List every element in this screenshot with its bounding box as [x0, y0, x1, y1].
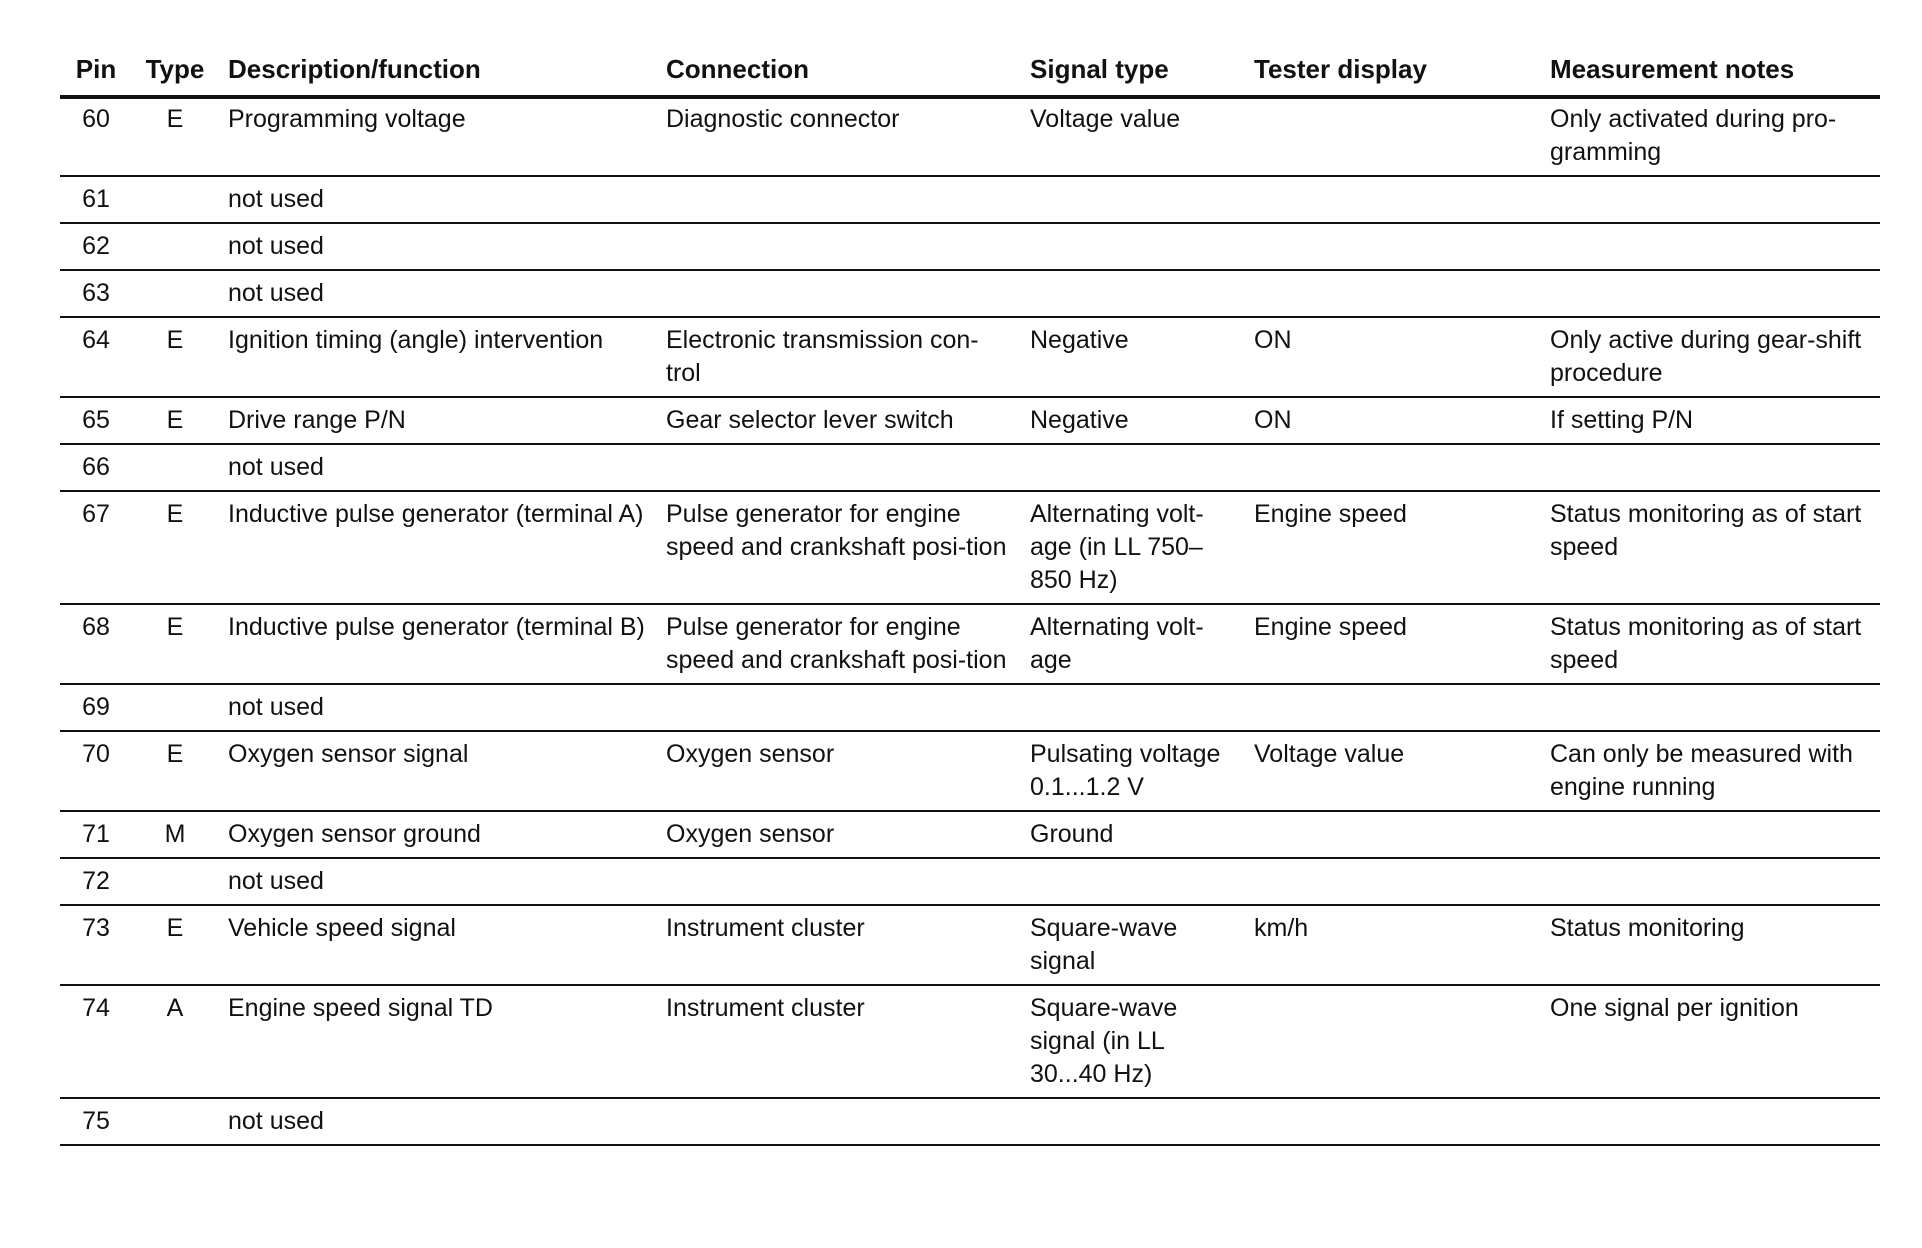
cell-description: Oxygen sensor ground [218, 811, 656, 858]
table-row [60, 1098, 1880, 1145]
table-row [60, 444, 1880, 491]
header-pin: Pin [60, 48, 132, 97]
cell-description: Engine speed signal TD [218, 985, 656, 1098]
cell-tester-display [1244, 176, 1540, 223]
cell-signal-type [1020, 684, 1244, 731]
cell-type [132, 684, 218, 731]
cell-pin: 73 [60, 905, 132, 985]
cell-description: Vehicle speed signal [218, 905, 656, 985]
cell-notes [1540, 444, 1880, 491]
cell-notes: Can only be measured with engine running [1540, 731, 1880, 811]
cell-description: Inductive pulse generator (terminal B) [218, 604, 656, 684]
cell-pin: 69 [60, 684, 132, 731]
cell-connection [656, 858, 1020, 905]
cell-pin: 60 [60, 97, 132, 176]
table-row [60, 858, 1880, 905]
table-row [60, 604, 1880, 684]
cell-signal-type [1020, 176, 1244, 223]
cell-pin: 61 [60, 176, 132, 223]
cell-type: E [132, 397, 218, 444]
cell-tester-display [1244, 97, 1540, 176]
cell-description: Programming voltage [218, 97, 656, 176]
header-row [60, 48, 1880, 97]
cell-pin: 64 [60, 317, 132, 397]
cell-type: E [132, 731, 218, 811]
cell-signal-type: Voltage value [1020, 97, 1244, 176]
cell-tester-display: Engine speed [1244, 604, 1540, 684]
cell-notes: One signal per ignition [1540, 985, 1880, 1098]
cell-connection: Pulse generator for engine speed and crankshaft posi-tion [656, 604, 1020, 684]
cell-connection: Instrument cluster [656, 985, 1020, 1098]
cell-pin: 70 [60, 731, 132, 811]
table-row [60, 811, 1880, 858]
cell-connection [656, 270, 1020, 317]
table-row [60, 731, 1880, 811]
cell-signal-type: Pulsating voltage 0.1...1.2 V [1020, 731, 1244, 811]
cell-connection: Oxygen sensor [656, 731, 1020, 811]
cell-connection: Diagnostic connector [656, 97, 1020, 176]
cell-notes [1540, 270, 1880, 317]
cell-signal-type: Ground [1020, 811, 1244, 858]
cell-connection: Instrument cluster [656, 905, 1020, 985]
cell-description: not used [218, 444, 656, 491]
cell-pin: 68 [60, 604, 132, 684]
header-tester-display: Tester display [1244, 48, 1540, 97]
cell-notes [1540, 811, 1880, 858]
cell-type: E [132, 317, 218, 397]
table-header [60, 48, 1880, 97]
cell-type: A [132, 985, 218, 1098]
cell-notes: Only activated during pro-gramming [1540, 97, 1880, 176]
cell-description: not used [218, 1098, 656, 1145]
cell-tester-display [1244, 223, 1540, 270]
cell-tester-display [1244, 1098, 1540, 1145]
cell-signal-type: Square-wave signal [1020, 905, 1244, 985]
pin-assignment-document [60, 48, 1880, 1146]
table-body [60, 97, 1880, 1145]
cell-pin: 75 [60, 1098, 132, 1145]
cell-type: M [132, 811, 218, 858]
cell-pin: 66 [60, 444, 132, 491]
cell-connection: Pulse generator for engine speed and crankshaft posi-tion [656, 491, 1020, 604]
cell-tester-display: Voltage value [1244, 731, 1540, 811]
cell-connection: Oxygen sensor [656, 811, 1020, 858]
cell-notes: Status monitoring as of start speed [1540, 491, 1880, 604]
cell-description: not used [218, 176, 656, 223]
cell-pin: 62 [60, 223, 132, 270]
cell-tester-display: km/h [1244, 905, 1540, 985]
cell-type [132, 270, 218, 317]
cell-signal-type: Square-wave signal (in LL 30...40 Hz) [1020, 985, 1244, 1098]
cell-description: not used [218, 223, 656, 270]
cell-tester-display: ON [1244, 397, 1540, 444]
cell-tester-display: Engine speed [1244, 491, 1540, 604]
cell-pin: 72 [60, 858, 132, 905]
table-row [60, 223, 1880, 270]
cell-type: E [132, 905, 218, 985]
cell-type [132, 176, 218, 223]
cell-description: Inductive pulse generator (terminal A) [218, 491, 656, 604]
header-description: Description/function [218, 48, 656, 97]
cell-notes: Status monitoring [1540, 905, 1880, 985]
cell-type: E [132, 491, 218, 604]
cell-description: Ignition timing (angle) intervention [218, 317, 656, 397]
table-row [60, 491, 1880, 604]
header-measurement-notes: Measurement notes [1540, 48, 1880, 97]
cell-tester-display [1244, 270, 1540, 317]
cell-pin: 67 [60, 491, 132, 604]
cell-signal-type [1020, 858, 1244, 905]
cell-description: not used [218, 858, 656, 905]
cell-notes [1540, 176, 1880, 223]
cell-connection [656, 684, 1020, 731]
cell-connection: Electronic transmission con-trol [656, 317, 1020, 397]
table-row [60, 397, 1880, 444]
cell-tester-display [1244, 985, 1540, 1098]
cell-type [132, 223, 218, 270]
cell-signal-type [1020, 223, 1244, 270]
cell-signal-type [1020, 1098, 1244, 1145]
cell-description: Oxygen sensor signal [218, 731, 656, 811]
cell-description: not used [218, 684, 656, 731]
cell-tester-display: ON [1244, 317, 1540, 397]
cell-notes: If setting P/N [1540, 397, 1880, 444]
table-row [60, 270, 1880, 317]
cell-signal-type [1020, 444, 1244, 491]
cell-signal-type [1020, 270, 1244, 317]
cell-tester-display [1244, 858, 1540, 905]
header-connection: Connection [656, 48, 1020, 97]
cell-notes [1540, 223, 1880, 270]
pin-assignment-table [60, 48, 1880, 1146]
cell-pin: 74 [60, 985, 132, 1098]
table-row [60, 905, 1880, 985]
cell-signal-type: Negative [1020, 397, 1244, 444]
table-row [60, 97, 1880, 176]
cell-description: Drive range P/N [218, 397, 656, 444]
cell-connection [656, 176, 1020, 223]
cell-connection [656, 444, 1020, 491]
cell-connection [656, 1098, 1020, 1145]
cell-connection: Gear selector lever switch [656, 397, 1020, 444]
cell-type: E [132, 97, 218, 176]
cell-tester-display [1244, 444, 1540, 491]
table-row [60, 985, 1880, 1098]
cell-tester-display [1244, 684, 1540, 731]
cell-description: not used [218, 270, 656, 317]
cell-signal-type: Negative [1020, 317, 1244, 397]
cell-notes: Status monitoring as of start speed [1540, 604, 1880, 684]
table-row [60, 684, 1880, 731]
cell-type [132, 444, 218, 491]
cell-signal-type: Alternating volt-age [1020, 604, 1244, 684]
cell-pin: 63 [60, 270, 132, 317]
table-row [60, 317, 1880, 397]
cell-tester-display [1244, 811, 1540, 858]
cell-signal-type: Alternating volt-age (in LL 750–850 Hz) [1020, 491, 1244, 604]
cell-type [132, 1098, 218, 1145]
header-type: Type [132, 48, 218, 97]
table-row [60, 176, 1880, 223]
cell-pin: 71 [60, 811, 132, 858]
cell-notes: Only active during gear-shift procedure [1540, 317, 1880, 397]
header-signal-type: Signal type [1020, 48, 1244, 97]
cell-pin: 65 [60, 397, 132, 444]
cell-notes [1540, 684, 1880, 731]
cell-connection [656, 223, 1020, 270]
cell-notes [1540, 858, 1880, 905]
cell-notes [1540, 1098, 1880, 1145]
cell-type: E [132, 604, 218, 684]
cell-type [132, 858, 218, 905]
